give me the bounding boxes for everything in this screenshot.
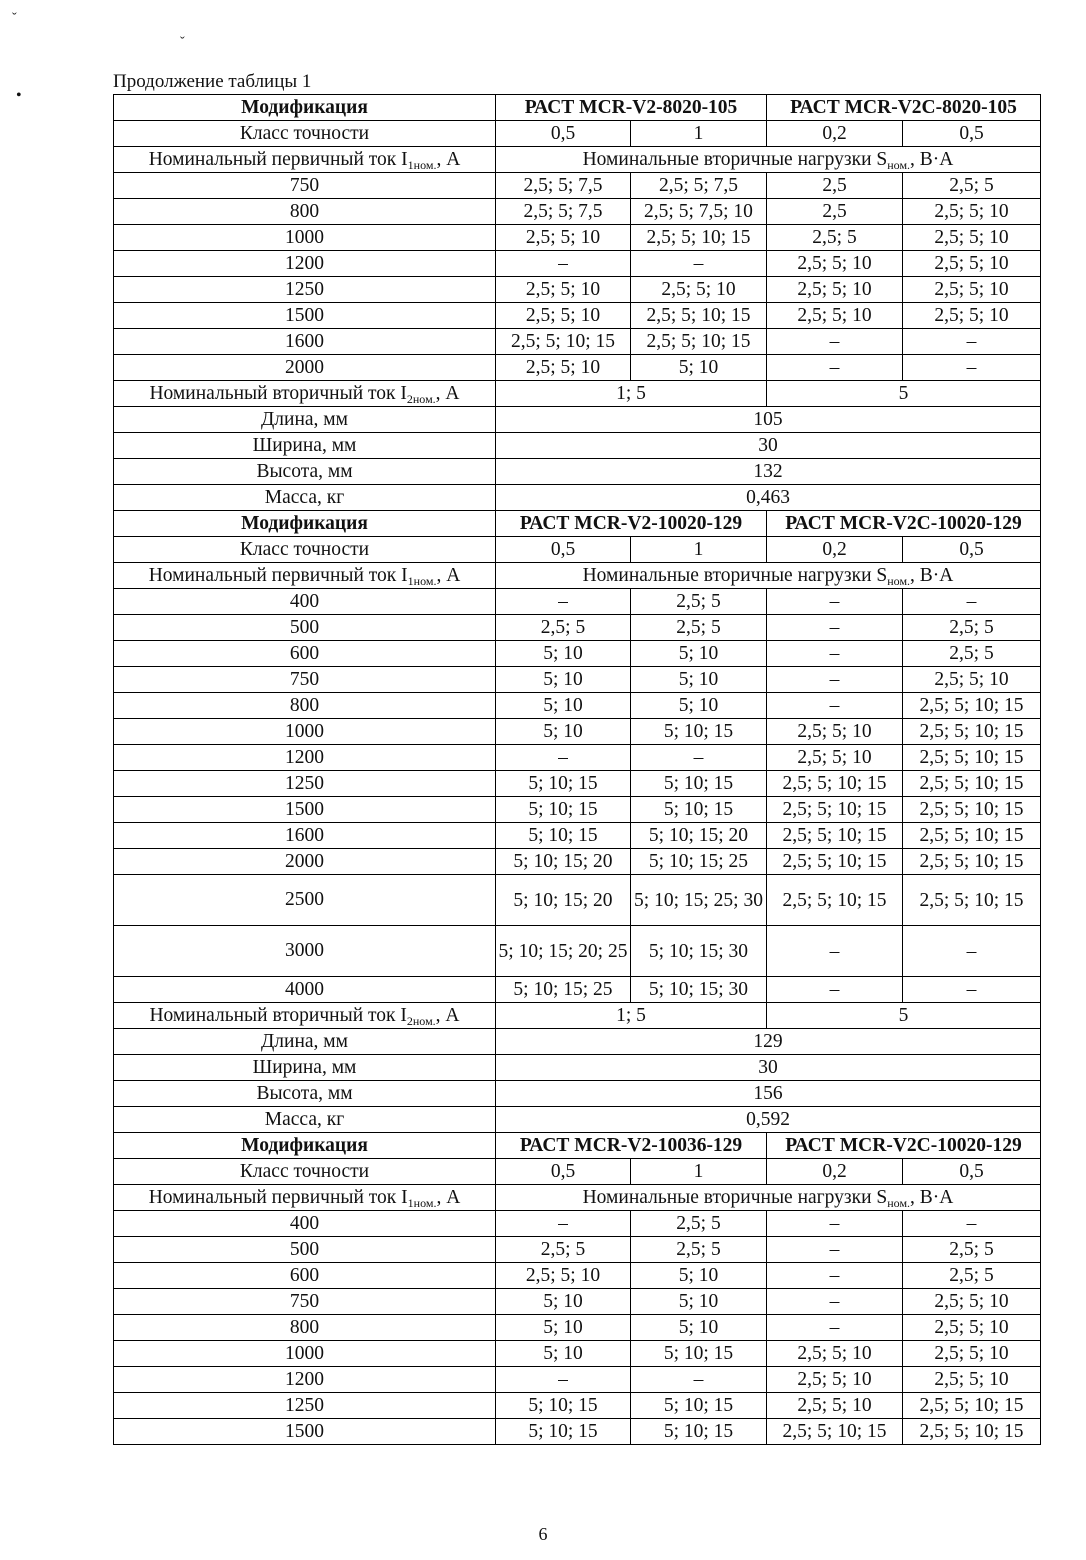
load-value: – <box>496 745 631 771</box>
load-value: 5; 10; 15; 30 <box>631 977 767 1003</box>
page-number: 6 <box>538 1524 548 1544</box>
primary-current-label <box>114 1185 496 1211</box>
primary-current-value: 800 <box>114 693 496 719</box>
load-value: – <box>767 1211 903 1237</box>
load-value: – <box>767 615 903 641</box>
load-value: 2,5; 5 <box>767 225 903 251</box>
table-row <box>114 251 1041 277</box>
load-value: 5; 10 <box>496 667 631 693</box>
secondary-load-header <box>496 563 1041 589</box>
model-name: РАСТ MCR-V2-10020-129 <box>496 511 767 537</box>
table-row <box>114 303 1041 329</box>
load-value: 2,5; 5; 10; 15 <box>767 823 903 849</box>
primary-current-value: 1500 <box>114 1419 496 1445</box>
load-value: 2,5; 5; 10; 15 <box>903 771 1041 797</box>
primary-current-value: 2000 <box>114 849 496 875</box>
table-row <box>114 875 1041 926</box>
length-value: 105 <box>496 407 1041 433</box>
table-row <box>114 667 1041 693</box>
primary-current-value: 600 <box>114 1263 496 1289</box>
load-value: – <box>496 589 631 615</box>
load-value: 2,5; 5; 10 <box>767 303 903 329</box>
table-row <box>114 745 1041 771</box>
secondary-load-header-subscript: ном. <box>887 157 911 172</box>
load-value: 5; 10; 15; 30 <box>631 926 767 977</box>
secondary-load-header-text: Номинальные вторичные нагрузки S <box>582 1186 888 1208</box>
load-value: – <box>903 977 1041 1003</box>
load-value: – <box>496 251 631 277</box>
secondary-current-value: 1; 5 <box>496 1003 767 1029</box>
mass-label: Масса, кг <box>114 485 496 511</box>
length-value: 129 <box>496 1029 1041 1055</box>
primary-current-value: 1250 <box>114 1393 496 1419</box>
length-row <box>114 407 1041 433</box>
load-value: 5; 10; 15 <box>496 1393 631 1419</box>
height-row <box>114 1081 1041 1107</box>
load-value: 5; 10; 15 <box>496 1419 631 1445</box>
primary-current-value: 2500 <box>114 875 496 926</box>
height-label: Высота, мм <box>114 459 496 485</box>
width-row <box>114 1055 1041 1081</box>
primary-current-value: 1200 <box>114 745 496 771</box>
primary-current-value: 1000 <box>114 1341 496 1367</box>
load-value: 2,5; 5; 10 <box>903 1289 1041 1315</box>
load-value: 2,5 <box>767 199 903 225</box>
width-label: Ширина, мм <box>114 1055 496 1081</box>
load-value: – <box>767 329 903 355</box>
secondary-current-label-unit: , А <box>435 382 460 404</box>
load-value: 2,5; 5; 10; 15 <box>903 797 1041 823</box>
secondary-load-header-text: Номинальные вторичные нагрузки S <box>582 148 888 170</box>
load-value: 2,5; 5; 10 <box>767 1367 903 1393</box>
load-value: 2,5; 5 <box>903 1263 1041 1289</box>
table-row <box>114 199 1041 225</box>
load-value: 2,5; 5 <box>631 1237 767 1263</box>
load-value: 2,5; 5; 10 <box>767 251 903 277</box>
load-value: – <box>496 1211 631 1237</box>
primary-current-label <box>114 563 496 589</box>
length-row <box>114 1029 1041 1055</box>
load-value: 5; 10 <box>496 1315 631 1341</box>
mass-label: Масса, кг <box>114 1107 496 1133</box>
load-value: 2,5; 5 <box>631 589 767 615</box>
load-value: – <box>767 667 903 693</box>
secondary-current-row <box>114 1003 1041 1029</box>
primary-current-label-text: Номинальный первичный ток I <box>148 1186 408 1208</box>
accuracy-class-value: 0,2 <box>767 537 903 563</box>
load-value: 2,5; 5; 10 <box>903 225 1041 251</box>
mass-value: 0,592 <box>496 1107 1041 1133</box>
load-value: 2,5; 5; 10 <box>496 303 631 329</box>
model-name: РАСТ MCR-V2C-10020-129 <box>767 1133 1041 1159</box>
table-row <box>114 225 1041 251</box>
primary-current-label-subscript: 1ном. <box>407 573 437 588</box>
accuracy-class-value: 0,5 <box>496 537 631 563</box>
table-row <box>114 589 1041 615</box>
primary-current-label <box>114 147 496 173</box>
load-value: – <box>767 1263 903 1289</box>
load-value: 2,5; 5; 10 <box>496 355 631 381</box>
primary-current-value: 1000 <box>114 719 496 745</box>
mass-row <box>114 1107 1041 1133</box>
secondary-current-value: 5 <box>767 381 1041 407</box>
load-value: 2,5; 5; 10 <box>767 719 903 745</box>
height-value: 132 <box>496 459 1041 485</box>
secondary-load-header-unit: , В·А <box>910 1186 954 1208</box>
scan-mark: ˇ <box>180 35 185 50</box>
table-row <box>114 1367 1041 1393</box>
accuracy-class-row <box>114 537 1041 563</box>
load-value: 5; 10; 15 <box>631 1393 767 1419</box>
primary-current-label-text: Номинальный первичный ток I <box>148 148 408 170</box>
accuracy-class-label: Класс точности <box>114 1159 496 1185</box>
table-caption: Продолжение таблицы 1 <box>113 71 312 92</box>
secondary-load-header <box>496 1185 1041 1211</box>
primary-current-value: 1250 <box>114 277 496 303</box>
secondary-current-label-subscript: 2ном. <box>406 391 436 406</box>
load-value: 2,5; 5; 10 <box>767 277 903 303</box>
load-value: 2,5; 5; 10; 15 <box>631 329 767 355</box>
primary-current-value: 500 <box>114 1237 496 1263</box>
load-header-row <box>114 1185 1041 1211</box>
load-value: 2,5; 5; 10; 15 <box>903 719 1041 745</box>
accuracy-class-row <box>114 1159 1041 1185</box>
secondary-current-value: 5 <box>767 1003 1041 1029</box>
load-value: 2,5; 5; 10; 15 <box>903 745 1041 771</box>
table-row <box>114 1211 1041 1237</box>
length-label: Длина, мм <box>114 1029 496 1055</box>
table-row <box>114 693 1041 719</box>
load-value: 5; 10; 15; 20 <box>496 849 631 875</box>
primary-current-value: 1250 <box>114 771 496 797</box>
load-value: 2,5; 5 <box>903 641 1041 667</box>
accuracy-class-value: 0,5 <box>903 537 1041 563</box>
height-row <box>114 459 1041 485</box>
load-value: 2,5; 5; 7,5 <box>496 173 631 199</box>
modification-label: Модификация <box>114 95 496 121</box>
load-value: 5; 10 <box>496 1289 631 1315</box>
load-value: 2,5; 5; 10 <box>767 745 903 771</box>
load-value: – <box>903 926 1041 977</box>
load-value: 2,5; 5 <box>631 615 767 641</box>
load-value: 2,5; 5; 10 <box>496 277 631 303</box>
load-value: 5; 10 <box>631 1289 767 1315</box>
model-name: РАСТ MCR-V2C-8020-105 <box>767 95 1041 121</box>
load-value: 5; 10 <box>631 667 767 693</box>
primary-current-label-unit: , А <box>436 148 461 170</box>
load-value: – <box>767 589 903 615</box>
load-value: 5; 10; 15 <box>631 797 767 823</box>
accuracy-class-value: 0,2 <box>767 1159 903 1185</box>
load-value: – <box>767 926 903 977</box>
load-value: 5; 10; 15 <box>631 1341 767 1367</box>
load-value: – <box>903 355 1041 381</box>
primary-current-value: 1600 <box>114 329 496 355</box>
primary-current-value: 1200 <box>114 251 496 277</box>
primary-current-value: 750 <box>114 173 496 199</box>
load-value: – <box>767 641 903 667</box>
width-row <box>114 433 1041 459</box>
load-value: – <box>903 329 1041 355</box>
secondary-load-header-text: Номинальные вторичные нагрузки S <box>582 564 888 586</box>
load-value: 2,5; 5 <box>903 615 1041 641</box>
load-value: 5; 10 <box>496 1341 631 1367</box>
secondary-current-label-unit: , А <box>435 1004 460 1026</box>
accuracy-class-label: Класс точности <box>114 537 496 563</box>
table-row <box>114 641 1041 667</box>
load-value: 2,5; 5; 10; 15 <box>767 875 903 926</box>
accuracy-class-value: 0,5 <box>496 1159 631 1185</box>
load-value: 2,5; 5; 10 <box>903 1341 1041 1367</box>
load-value: 2,5 <box>767 173 903 199</box>
primary-current-value: 750 <box>114 1289 496 1315</box>
secondary-current-label-text: Номинальный вторичный ток I <box>149 1004 407 1026</box>
load-value: 2,5; 5; 10 <box>903 277 1041 303</box>
modification-row <box>114 95 1041 121</box>
load-value: 5; 10; 15 <box>496 771 631 797</box>
load-value: – <box>767 1237 903 1263</box>
secondary-current-label-subscript: 2ном. <box>406 1013 436 1028</box>
load-value: 2,5; 5; 10; 15 <box>767 771 903 797</box>
secondary-current-row <box>114 381 1041 407</box>
load-value: 2,5; 5; 7,5; 10 <box>631 199 767 225</box>
load-value: 5; 10 <box>631 1263 767 1289</box>
load-value: 5; 10; 15; 20 <box>631 823 767 849</box>
load-value: 2,5; 5; 10; 15 <box>903 875 1041 926</box>
modification-label: Модификация <box>114 1133 496 1159</box>
load-header-row <box>114 563 1041 589</box>
table-row <box>114 615 1041 641</box>
specification-table <box>113 94 1041 1445</box>
load-value: 2,5; 5; 10; 15 <box>767 849 903 875</box>
accuracy-class-value: 0,5 <box>903 1159 1041 1185</box>
accuracy-class-value: 1 <box>631 537 767 563</box>
model-name: РАСТ MCR-V2-10036-129 <box>496 1133 767 1159</box>
load-value: 2,5; 5; 10; 15 <box>496 329 631 355</box>
load-value: 5; 10; 15 <box>631 771 767 797</box>
load-value: 2,5; 5; 10 <box>767 1393 903 1419</box>
table-row <box>114 1341 1041 1367</box>
table-row <box>114 329 1041 355</box>
table-row <box>114 977 1041 1003</box>
load-value: 2,5; 5; 10 <box>903 251 1041 277</box>
table-row <box>114 719 1041 745</box>
load-value: 5; 10 <box>631 641 767 667</box>
load-header-row <box>114 147 1041 173</box>
load-value: 2,5; 5; 10; 15 <box>631 225 767 251</box>
accuracy-class-value: 0,5 <box>903 121 1041 147</box>
load-value: 2,5; 5; 7,5 <box>631 173 767 199</box>
modification-row <box>114 511 1041 537</box>
primary-current-value: 800 <box>114 199 496 225</box>
load-value: – <box>767 355 903 381</box>
load-value: 2,5; 5 <box>903 1237 1041 1263</box>
primary-current-value: 4000 <box>114 977 496 1003</box>
width-value: 30 <box>496 433 1041 459</box>
load-value: 5; 10; 15; 25 <box>496 977 631 1003</box>
load-value: 2,5; 5; 10; 15 <box>631 303 767 329</box>
load-value: 2,5; 5; 10; 15 <box>903 1393 1041 1419</box>
load-value: – <box>767 1289 903 1315</box>
modification-label: Модификация <box>114 511 496 537</box>
load-value: 5; 10; 15 <box>496 797 631 823</box>
primary-current-value: 400 <box>114 1211 496 1237</box>
accuracy-class-row <box>114 121 1041 147</box>
load-value: 2,5; 5; 10 <box>631 277 767 303</box>
primary-current-value: 800 <box>114 1315 496 1341</box>
width-label: Ширина, мм <box>114 433 496 459</box>
width-value: 30 <box>496 1055 1041 1081</box>
primary-current-value: 1500 <box>114 797 496 823</box>
load-value: 2,5; 5; 10 <box>903 1315 1041 1341</box>
load-value: 2,5; 5 <box>496 615 631 641</box>
load-value: 5; 10; 15 <box>631 1419 767 1445</box>
table-row <box>114 797 1041 823</box>
load-value: 2,5; 5 <box>496 1237 631 1263</box>
primary-current-value: 1600 <box>114 823 496 849</box>
secondary-current-value: 1; 5 <box>496 381 767 407</box>
load-value: 5; 10 <box>631 693 767 719</box>
load-value: 5; 10 <box>496 641 631 667</box>
load-value: 5; 10 <box>631 355 767 381</box>
table-row <box>114 1315 1041 1341</box>
load-value: – <box>767 693 903 719</box>
accuracy-class-label: Класс точности <box>114 121 496 147</box>
primary-current-label-unit: , А <box>436 1186 461 1208</box>
height-label: Высота, мм <box>114 1081 496 1107</box>
accuracy-class-value: 1 <box>631 1159 767 1185</box>
load-value: – <box>767 977 903 1003</box>
load-value: 2,5; 5; 10 <box>903 199 1041 225</box>
primary-current-value: 750 <box>114 667 496 693</box>
table-row <box>114 1263 1041 1289</box>
primary-current-value: 2000 <box>114 355 496 381</box>
primary-current-value: 3000 <box>114 926 496 977</box>
load-value: 2,5; 5 <box>631 1211 767 1237</box>
secondary-load-header-unit: , В·А <box>910 564 954 586</box>
primary-current-value: 1200 <box>114 1367 496 1393</box>
load-value: 2,5; 5; 10 <box>903 667 1041 693</box>
length-label: Длина, мм <box>114 407 496 433</box>
load-value: – <box>631 745 767 771</box>
primary-current-label-text: Номинальный первичный ток I <box>148 564 408 586</box>
load-value: 5; 10; 15; 20; 25 <box>496 926 631 977</box>
load-value: 5; 10; 15; 20 <box>496 875 631 926</box>
scan-mark: ˇ <box>12 11 17 26</box>
primary-current-value: 1500 <box>114 303 496 329</box>
load-value: 5; 10 <box>496 719 631 745</box>
model-name: РАСТ MCR-V2C-10020-129 <box>767 511 1041 537</box>
load-value: – <box>631 1367 767 1393</box>
load-value: 2,5; 5; 10; 15 <box>767 1419 903 1445</box>
primary-current-label-subscript: 1ном. <box>407 1195 437 1210</box>
load-value: 5; 10 <box>496 693 631 719</box>
secondary-load-header-subscript: ном. <box>887 573 911 588</box>
secondary-load-header-subscript: ном. <box>887 1195 911 1210</box>
table-row <box>114 1393 1041 1419</box>
primary-current-label-unit: , А <box>436 564 461 586</box>
table-row <box>114 277 1041 303</box>
table-row <box>114 1237 1041 1263</box>
load-value: 2,5; 5; 10; 15 <box>903 849 1041 875</box>
load-value: 2,5; 5; 10; 15 <box>767 797 903 823</box>
primary-current-label-subscript: 1ном. <box>407 157 437 172</box>
secondary-current-label-text: Номинальный вторичный ток I <box>149 382 407 404</box>
model-name: РАСТ MCR-V2-8020-105 <box>496 95 767 121</box>
load-value: 2,5; 5; 10 <box>903 303 1041 329</box>
accuracy-class-value: 0,5 <box>496 121 631 147</box>
load-value: 5; 10 <box>631 1315 767 1341</box>
load-value: 2,5; 5; 10 <box>496 1263 631 1289</box>
table-row <box>114 849 1041 875</box>
primary-current-value: 500 <box>114 615 496 641</box>
primary-current-value: 400 <box>114 589 496 615</box>
mass-value: 0,463 <box>496 485 1041 511</box>
bullet-mark: • <box>16 87 22 104</box>
load-value: 5; 10; 15 <box>631 719 767 745</box>
primary-current-value: 600 <box>114 641 496 667</box>
height-value: 156 <box>496 1081 1041 1107</box>
load-value: 2,5; 5; 10; 15 <box>903 693 1041 719</box>
load-value: – <box>496 1367 631 1393</box>
table-row <box>114 823 1041 849</box>
modification-row <box>114 1133 1041 1159</box>
load-value: 2,5; 5; 10 <box>496 225 631 251</box>
load-value: – <box>903 1211 1041 1237</box>
load-value: 2,5; 5; 10 <box>903 1367 1041 1393</box>
load-value: – <box>903 589 1041 615</box>
load-value: – <box>631 251 767 277</box>
load-value: 2,5; 5 <box>903 173 1041 199</box>
mass-row <box>114 485 1041 511</box>
primary-current-value: 1000 <box>114 225 496 251</box>
load-value: 5; 10; 15; 25 <box>631 849 767 875</box>
secondary-load-header-unit: , В·А <box>910 148 954 170</box>
table-row <box>114 355 1041 381</box>
load-value: – <box>767 1315 903 1341</box>
load-value: 2,5; 5; 10 <box>767 1341 903 1367</box>
accuracy-class-value: 1 <box>631 121 767 147</box>
load-value: 2,5; 5; 10; 15 <box>903 823 1041 849</box>
table-row <box>114 1419 1041 1445</box>
table-row <box>114 926 1041 977</box>
secondary-current-label <box>114 1003 496 1029</box>
load-value: 5; 10; 15; 25; 30 <box>631 875 767 926</box>
table-row <box>114 771 1041 797</box>
secondary-current-label <box>114 381 496 407</box>
load-value: 5; 10; 15 <box>496 823 631 849</box>
secondary-load-header <box>496 147 1041 173</box>
table-row <box>114 1289 1041 1315</box>
table-row <box>114 173 1041 199</box>
accuracy-class-value: 0,2 <box>767 121 903 147</box>
load-value: 2,5; 5; 10; 15 <box>903 1419 1041 1445</box>
load-value: 2,5; 5; 7,5 <box>496 199 631 225</box>
